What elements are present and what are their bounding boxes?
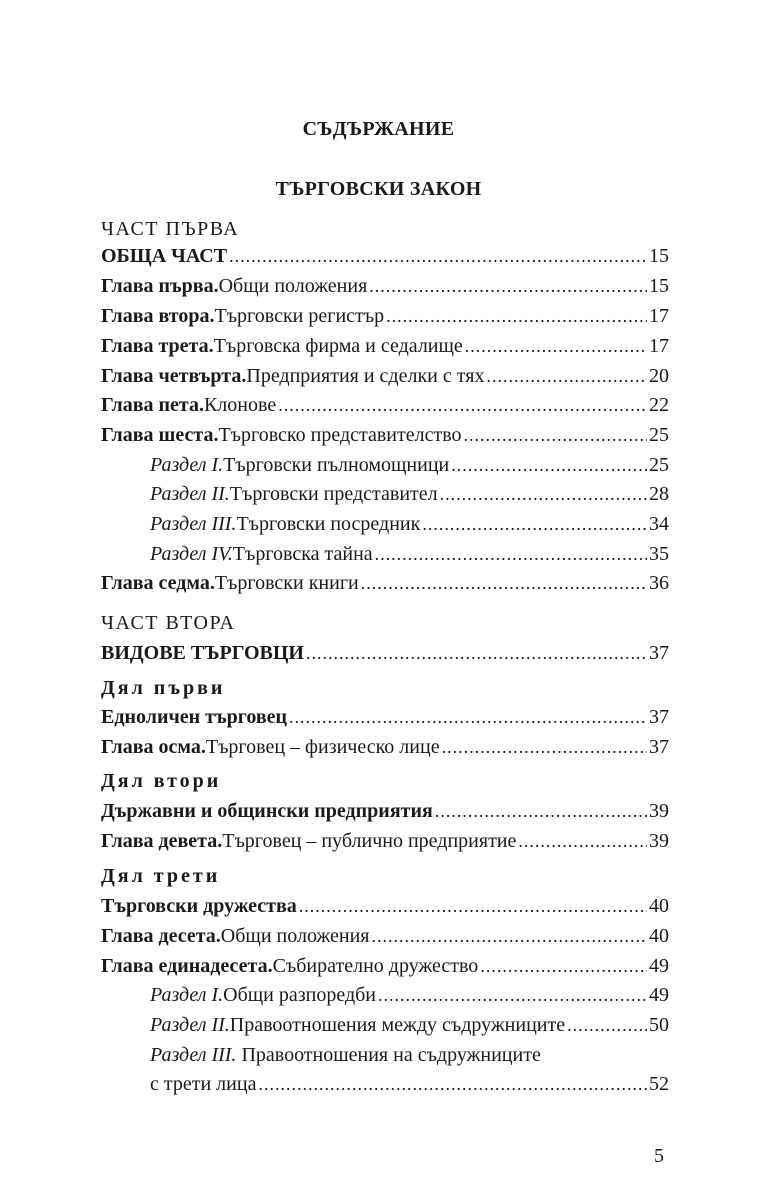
law-title: ТЪРГОВСКИ ЗАКОН	[275, 178, 482, 200]
toc-entry	[101, 736, 669, 764]
dot-leader	[422, 514, 647, 535]
entry-text: Търговски регистър	[214, 305, 385, 327]
part-one-label: ЧАСТ ПЪРВА	[101, 218, 240, 240]
dot-leader	[435, 801, 647, 822]
section-title: Раздел II.	[150, 483, 230, 505]
section-title: Раздел III.	[150, 513, 237, 535]
entry-text: Търговски книги	[214, 572, 359, 594]
dot-leader	[464, 425, 647, 446]
division-three-label: Дял трети	[101, 865, 221, 887]
entry-title: Глава десета.	[101, 925, 221, 947]
page-ref: 50	[649, 1014, 669, 1036]
dot-leader	[369, 276, 647, 297]
page-ref: 40	[649, 925, 669, 947]
entry-text: Правоотношения между съдружниците	[229, 1014, 566, 1036]
dot-leader	[480, 956, 647, 977]
dot-leader	[486, 366, 647, 387]
toc-subentry-continued	[150, 1073, 669, 1101]
dot-leader	[258, 1074, 647, 1095]
toc-entry	[101, 925, 669, 953]
entry-text: Търговски представител	[229, 483, 438, 505]
entry-title: Глава четвърта.	[101, 365, 247, 387]
entry-title: Глава шеста.	[101, 424, 219, 446]
toc-subentry	[150, 454, 669, 482]
toc-entry	[101, 895, 669, 923]
dot-leader	[567, 1015, 647, 1036]
toc-entry	[101, 830, 669, 858]
entry-title: Глава девета.	[101, 830, 223, 852]
section-title: Раздел III.	[150, 1044, 237, 1066]
section-title: Раздел II.	[150, 1014, 230, 1036]
entry-title: Глава единадесета.	[101, 955, 273, 977]
toc-entry	[101, 305, 669, 333]
toc-entry	[101, 800, 669, 828]
page-ref: 39	[649, 830, 669, 852]
toc-entry	[101, 642, 669, 670]
entry-title: Глава седма.	[101, 572, 215, 594]
toc-subentry	[150, 483, 669, 511]
page-number: 5	[654, 1145, 664, 1167]
contents-heading: СЪДЪРЖАНИЕ	[302, 118, 455, 140]
toc-subentry	[150, 984, 669, 1012]
division-one-label: Дял първи	[101, 677, 226, 699]
page-ref: 34	[649, 513, 669, 535]
entry-title: Държавни и общински предприятия	[101, 800, 433, 822]
dot-leader	[440, 484, 647, 505]
page-ref: 49	[649, 955, 669, 977]
page-ref: 37	[649, 706, 669, 728]
page-ref: 17	[649, 305, 669, 327]
entry-title: Глава втора.	[101, 305, 215, 327]
toc-subentry	[150, 543, 669, 571]
dot-leader	[278, 395, 647, 416]
page-ref: 22	[649, 394, 669, 416]
entry-text: Търговско представителство	[218, 424, 462, 446]
toc-entry	[101, 424, 669, 452]
entry-text: Търговска фирма и седалище	[213, 335, 463, 357]
entry-title: ВИДОВЕ ТЪРГОВЦИ	[101, 642, 304, 664]
dot-leader	[442, 737, 647, 758]
dot-leader	[229, 246, 647, 267]
page-ref: 49	[649, 984, 669, 1006]
page-ref: 52	[649, 1073, 669, 1095]
entry-text: Общи положения	[218, 275, 368, 297]
entry-text: Търговец – физическо лице	[205, 736, 440, 758]
page-ref: 35	[649, 543, 669, 565]
toc-subentry	[150, 513, 669, 541]
entry-text: Общи положения	[220, 925, 370, 947]
toc-entry	[101, 245, 669, 273]
dot-leader	[375, 544, 647, 565]
toc-entry	[101, 275, 669, 303]
entry-text: Събирателно дружество	[272, 955, 479, 977]
toc-entry	[101, 394, 669, 422]
page-ref: 28	[649, 483, 669, 505]
dot-leader	[451, 455, 647, 476]
dot-leader	[289, 707, 647, 728]
page-ref: 25	[649, 424, 669, 446]
toc-entry	[101, 706, 669, 734]
dot-leader	[299, 896, 647, 917]
division-two-label: Дял втори	[101, 770, 222, 792]
section-title: Раздел I.	[150, 984, 224, 1006]
toc-entry	[101, 955, 669, 983]
entry-title: ОБЩА ЧАСТ	[101, 245, 228, 267]
toc-subentry-wrapped	[150, 1044, 541, 1067]
entry-text-line1: Правоотношения на съдружниците	[236, 1044, 541, 1066]
entry-text: Клонове	[203, 394, 277, 416]
toc-entry	[101, 572, 669, 600]
page-ref: 15	[649, 275, 669, 297]
section-title: Раздел IV.	[150, 543, 233, 565]
toc-entry	[101, 365, 669, 393]
entry-title: Едноличен търговец	[101, 706, 288, 728]
page-ref: 39	[649, 800, 669, 822]
part-two-label: ЧАСТ ВТОРА	[101, 612, 236, 634]
entry-title: Глава пета.	[101, 394, 204, 416]
page-ref: 40	[649, 895, 669, 917]
dot-leader	[518, 831, 647, 852]
entry-text: Търговски пълномощници	[223, 454, 450, 476]
dot-leader	[465, 336, 647, 357]
dot-leader	[306, 643, 647, 664]
entry-title: Глава трета.	[101, 335, 214, 357]
toc-entry	[101, 335, 669, 363]
dot-leader	[378, 985, 647, 1006]
entry-title: Глава първа.	[101, 275, 219, 297]
entry-text-line2: с трети лица	[150, 1073, 257, 1095]
dot-leader	[386, 306, 647, 327]
entry-text: Търговец – публично предприятие	[222, 830, 517, 852]
toc-subentry	[150, 1014, 669, 1042]
dot-leader	[361, 573, 647, 594]
dot-leader	[371, 926, 647, 947]
page-ref: 20	[649, 365, 669, 387]
entry-title: Търговски дружества	[101, 895, 297, 917]
page-ref: 37	[649, 736, 669, 758]
entry-text: Общи разпоредби	[223, 984, 376, 1006]
page-ref: 37	[649, 642, 669, 664]
page-ref: 25	[649, 454, 669, 476]
entry-text: Търговски посредник	[236, 513, 421, 535]
entry-title: Глава осма.	[101, 736, 206, 758]
page-ref: 17	[649, 335, 669, 357]
section-title: Раздел I.	[150, 454, 224, 476]
entry-text: Предприятия и сделки с тях	[246, 365, 485, 387]
page-ref: 15	[649, 245, 669, 267]
entry-text: Търговска тайна	[232, 543, 373, 565]
page-ref: 36	[649, 572, 669, 594]
